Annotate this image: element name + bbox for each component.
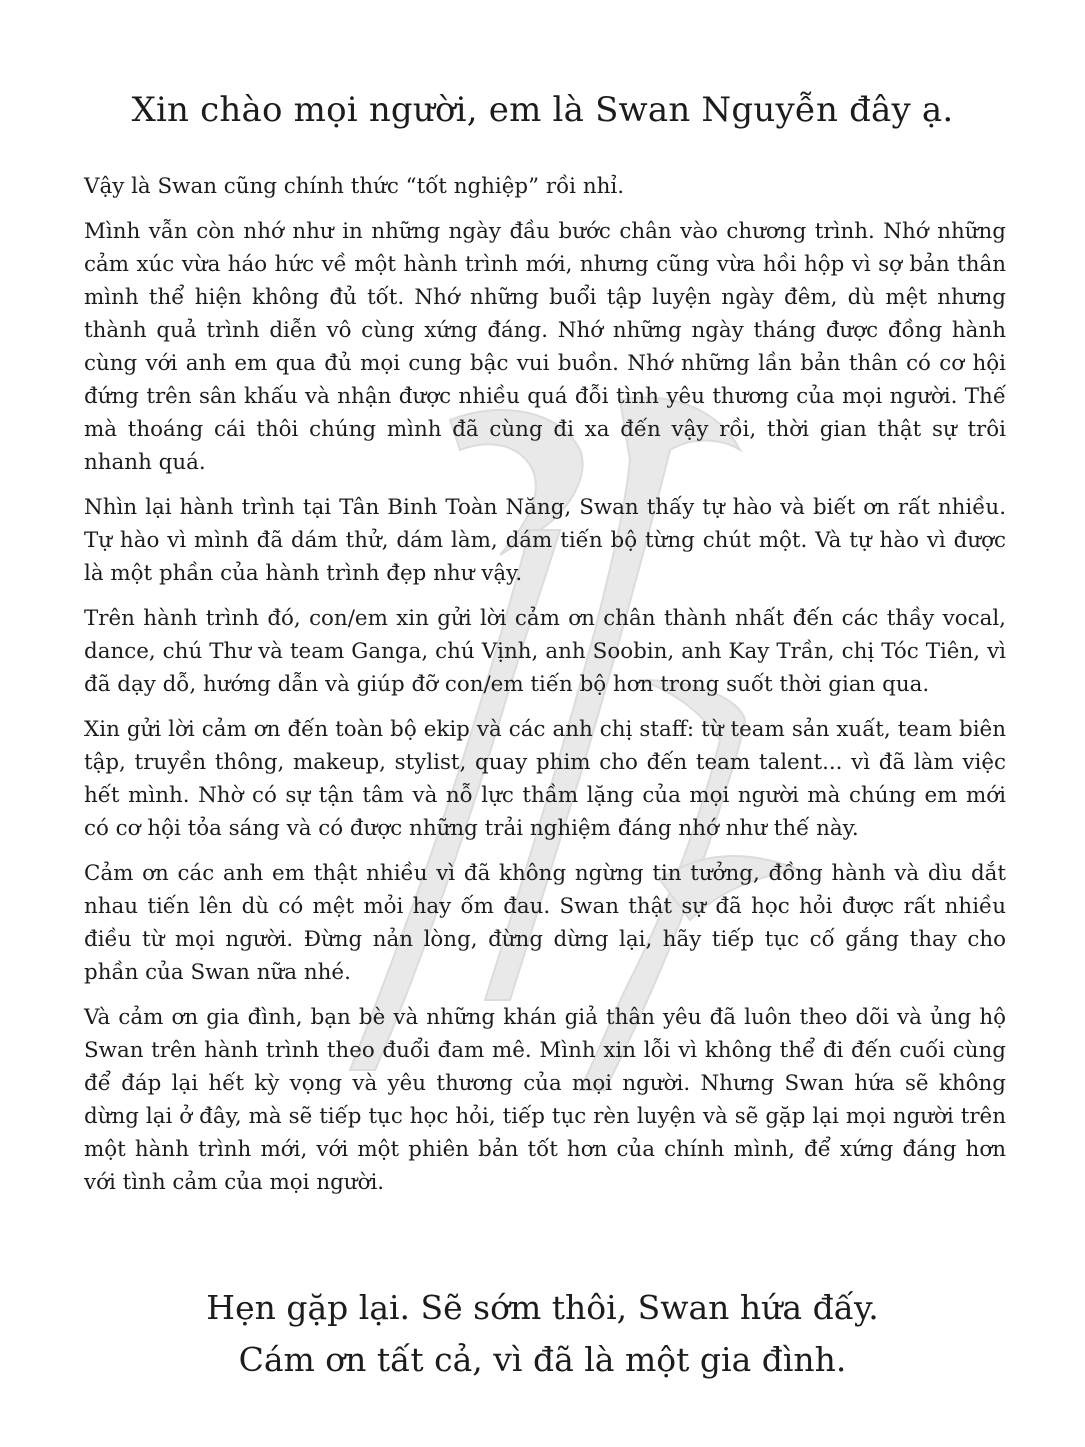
paragraph: Xin gửi lời cảm ơn đến toàn bộ ekip và các anh chị staff: từ team sản xuất, team biên tập, truyền thông, makeup, stylist, quay phim cho đến team talent... vì đã làm việc hết mình. Nhờ có sự tận tâm và nỗ lực thầm lặng của mọi người mà chúng em mới có cơ hội tỏa sáng và có được những trải nghiệm đáng nhớ như thế này. <box>84 717 1006 841</box>
paragraph: Và cảm ơn gia đình, bạn bè và những khán giả thân yêu đã luôn theo dõi và ủng hộ Swan trên hành trình theo đuổi đam mê. Mình xin lỗi vì không thể đi đến cuối cùng để đáp lại hết kỳ vọng và yêu thương của mọi người. Nhưng Swan hứa sẽ không dừng lại ở đây, mà sẽ tiếp tục học hỏi, tiếp tục rèn luyện và sẽ gặp lại mọi người trên một hành trình mới, với một phiên bản tốt hơn của chính mình, để xứng đáng hơn với tình cảm của mọi người. <box>84 1005 1006 1195</box>
paragraph: Vậy là Swan cũng chính thức “tốt nghiệp” rồi nhỉ. <box>84 174 625 199</box>
paragraph: Trên hành trình đó, con/em xin gửi lời cảm ơn chân thành nhất đến các thầy vocal, dance, chú Thư và team Ganga, chú Vịnh, anh Soobin, anh Kay Trần, chị Tóc Tiên, vì đã dạy dỗ, hướng dẫn và giúp đỡ con/em tiến bộ hơn trong suốt thời gian qua. <box>84 606 1006 697</box>
closing-line: Cám ơn tất cả, vì đã là một gia đình. <box>238 1340 847 1379</box>
paragraph: Nhìn lại hành trình tại Tân Binh Toàn Năng, Swan thấy tự hào và biết ơn rất nhiều. Tự hào vì mình đã dám thử, dám làm, dám tiến bộ từng chút một. Và tự hào vì được là một phần của hành trình đẹp như vậy. <box>84 495 1006 586</box>
letter-title: Xin chào mọi người, em là Swan Nguyễn đây ạ. <box>131 90 954 130</box>
closing-line: Hẹn gặp lại. Sẽ sớm thôi, Swan hứa đấy. <box>206 1288 879 1327</box>
letter-body <box>84 170 1006 1211</box>
paragraph: Cảm ơn các anh em thật nhiều vì đã không ngừng tin tưởng, đồng hành và dìu dắt nhau tiến lên dù có mệt mỏi hay ốm đau. Swan thật sự đã học hỏi được rất nhiều điều từ mọi người. Đừng nản lòng, đừng dừng lại, hãy tiếp tục cố gắng thay cho phần của Swan nữa nhé. <box>84 861 1006 985</box>
paragraph: Mình vẫn còn nhớ như in những ngày đầu bước chân vào chương trình. Nhớ những cảm xúc vừa háo hức về một hành trình mới, nhưng cũng vừa hồi hộp vì sợ bản thân mình thể hiện không đủ tốt. Nhớ những buổi tập luyện ngày đêm, dù mệt nhưng thành quả trình diễn vô cùng xứng đáng. Nhớ những ngày tháng được đồng hành cùng với anh em qua đủ mọi cung bậc vui buồn. Nhớ những lần bản thân có cơ hội đứng trên sân khấu và nhận được nhiều quá đỗi tình yêu thương của mọi người. Thế mà thoáng cái thôi chúng mình đã cùng đi xa đến vậy rồi, thời gian thật sự trôi nhanh quá. <box>84 219 1006 475</box>
closing-block <box>0 1282 1085 1386</box>
